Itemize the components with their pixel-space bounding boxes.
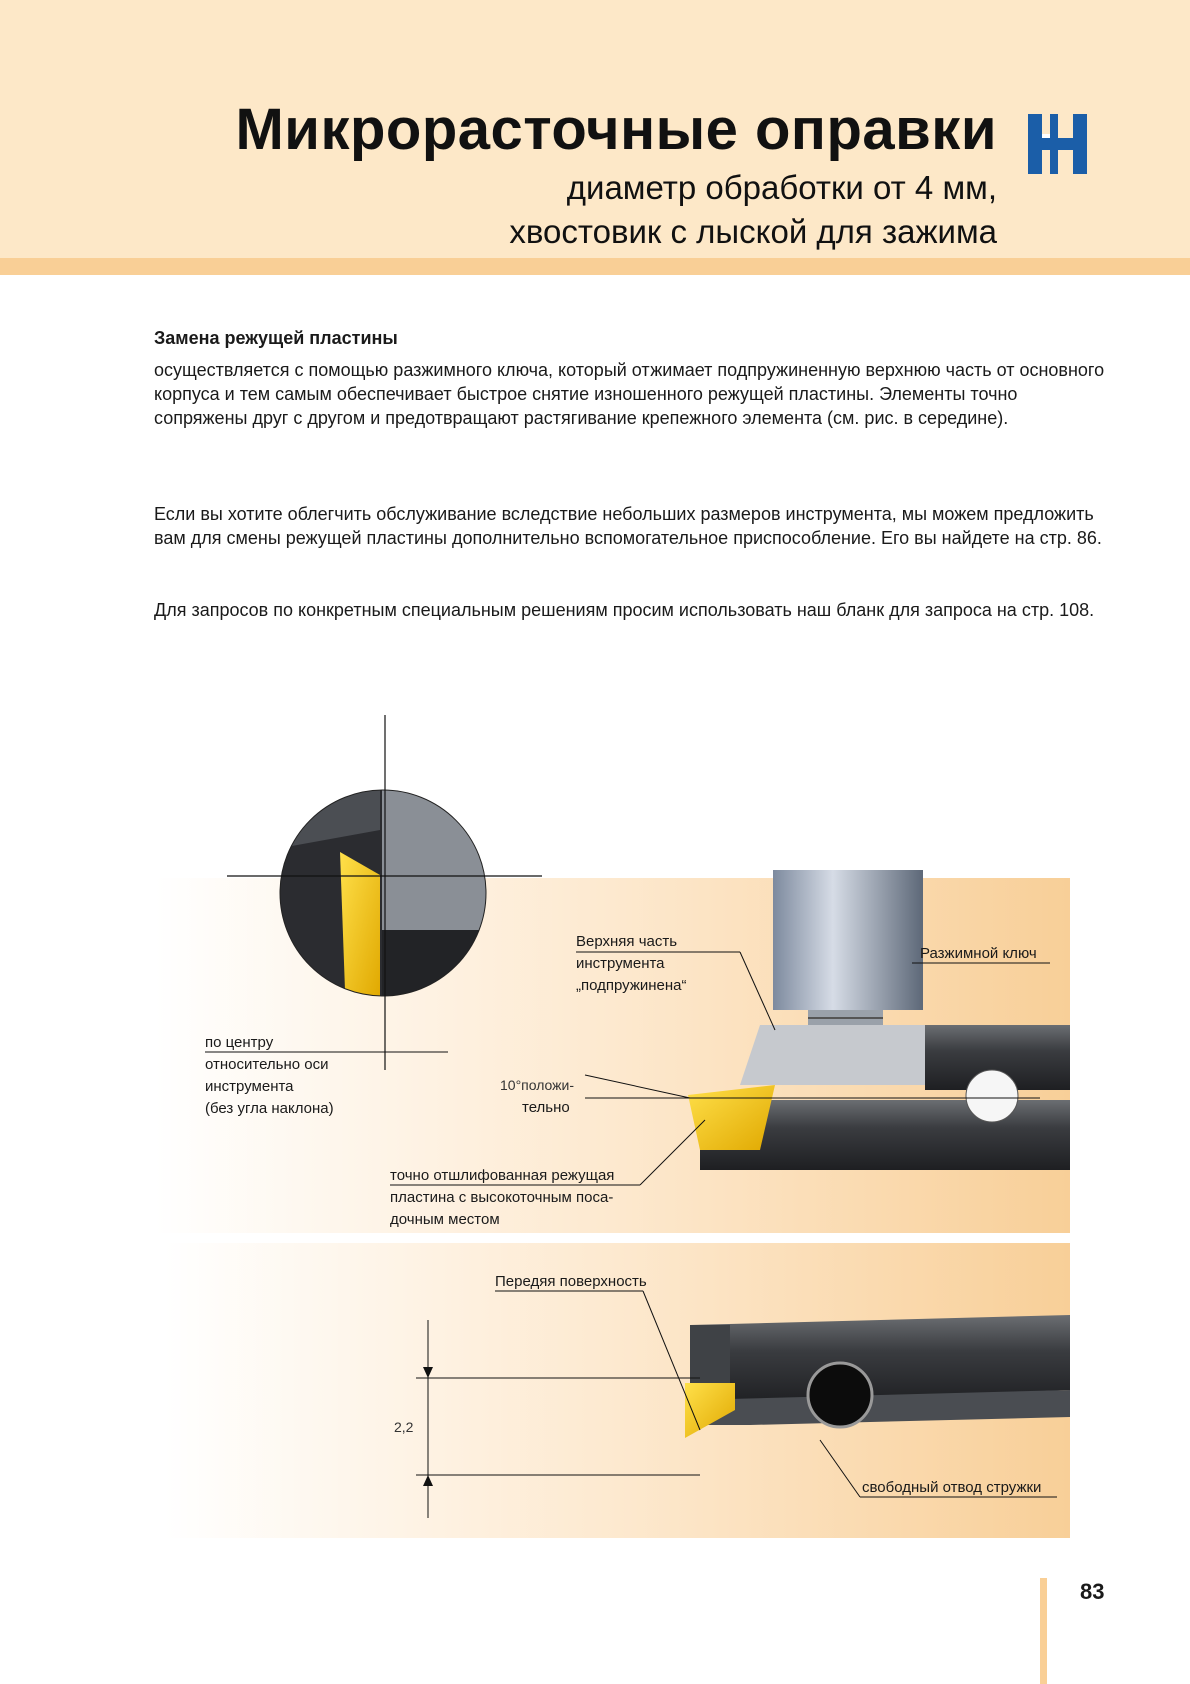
label-upper-part-2: инструмента (576, 955, 665, 972)
subtitle-line-2: хвостовик с лыской для зажима (509, 213, 997, 250)
paragraph-insert-change: осуществляется с помощью разжимного ключа, который отжимает подпружиненную верхнюю часть от основного корпуса и тем самым обеспечивает быстрое снятие изношенного режущей пластины. Элементы точно сопряжены друг с другом и предотвращают растягивание крепежного элемента (см. рис. в середине). (154, 360, 1105, 428)
label-center-2: относительно оси (205, 1056, 329, 1073)
label-insert-1: точно отшлифованная режущая (390, 1167, 615, 1184)
label-insert-2: пластина с высокоточным поса- (390, 1189, 614, 1206)
page-number-bar (1040, 1578, 1047, 1684)
paragraph-special-requests: Для запросов по конкретным специальным решениям просим использовать наш бланк для запроса на стр. 108. (154, 600, 1095, 620)
page-number: 83 (1080, 1579, 1105, 1604)
company-logo-icon (1028, 114, 1087, 174)
label-chip-removal: свободный отвод стружки (862, 1479, 1042, 1496)
page-title: Микрорасточные оправки (235, 97, 997, 162)
label-insert-3: дочным местом (390, 1211, 500, 1228)
label-front-surface: Передяя поверхность (495, 1273, 647, 1290)
label-angle-1: 10°положи- (500, 1077, 575, 1093)
label-center-1: по центру (205, 1034, 274, 1051)
label-upper-part-3: „подпружинена“ (576, 977, 687, 994)
header-stripe (0, 258, 1190, 275)
label-angle-2: тельно (522, 1099, 570, 1116)
label-center-3: инструмента (205, 1078, 294, 1095)
label-center-4: (без угла наклона) (205, 1100, 334, 1117)
page-subtitle (509, 166, 997, 254)
label-dimension: 2,2 (394, 1419, 414, 1435)
label-upper-part-1: Верхняя часть (576, 933, 678, 950)
paragraph-auxiliary-device: Если вы хотите облегчить обслуживание вследствие небольших размеров инструмента, мы можем предложить вам для смены режущей пластины дополнительно вспомогательное приспособление. Его вы найдете на стр. 86. (154, 504, 1102, 548)
technical-diagram (0, 700, 1190, 1550)
subtitle-line-1: диаметр обработки от 4 мм, (566, 169, 997, 206)
label-release-key: Разжимной ключ (920, 945, 1037, 962)
section-heading: Замена режущей пластины (154, 328, 398, 348)
